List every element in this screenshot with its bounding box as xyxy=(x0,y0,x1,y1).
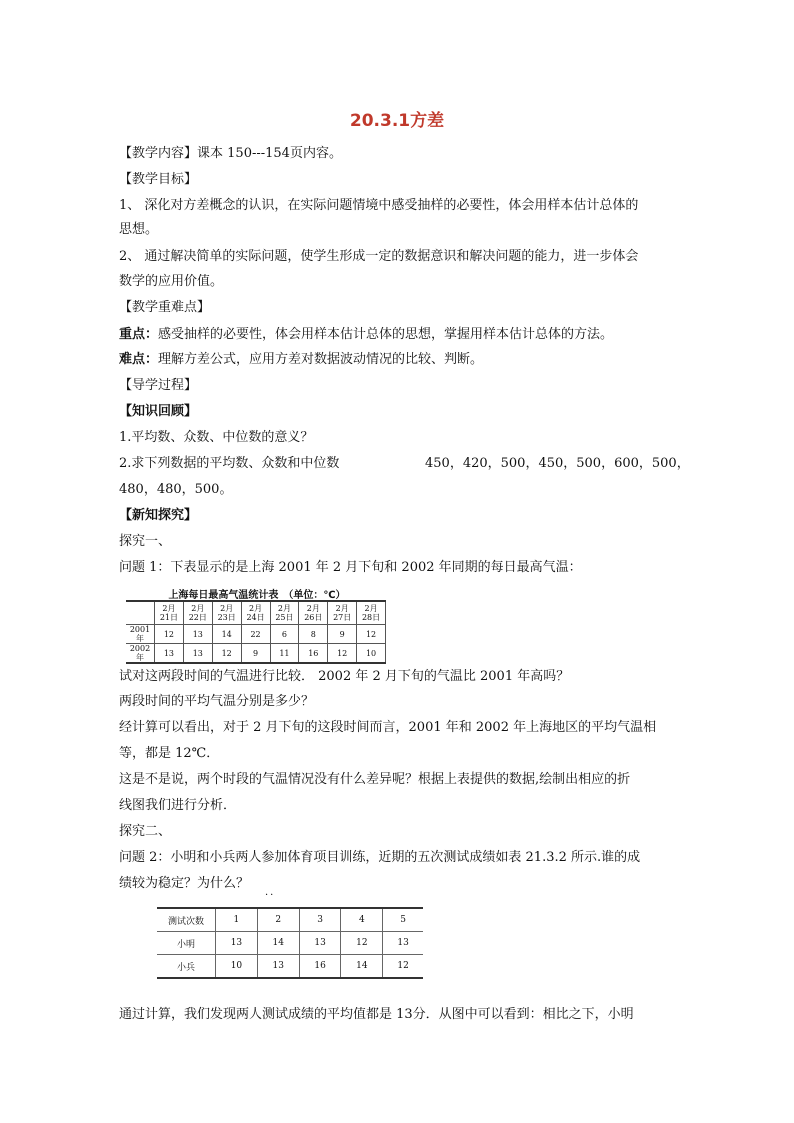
difficulty-text: 理解方差公式，应用方差对数据波动情况的比较、判断。 xyxy=(158,352,484,367)
table2-header-row xyxy=(157,908,423,932)
table1-cell: 12 xyxy=(357,625,386,644)
table2-row-xiaoming xyxy=(157,932,423,955)
goal2-line1: 2、 通过解决简单的实际问题，使学生形成一定的数据意识和解决问题的能力，进一步体会 xyxy=(119,249,639,264)
process-heading: 【导学过程】 xyxy=(119,378,198,393)
problem1-answer1-line1: 经计算可以看出，对于 2 月下旬的这段时间而言，2001 年和 2002 年上海地区的平均气温相 xyxy=(119,720,657,735)
problem1-answer2-line1: 这是不是说，两个时段的气温情况没有什么差异呢？根据上表提供的数据,绘制出相应的折 xyxy=(119,772,631,787)
goal1-line2: 思想。 xyxy=(119,222,159,237)
table1-caption: 上海每日最高气温统计表 （单位：℃） xyxy=(168,590,346,601)
table1-cell: 13 xyxy=(183,625,212,644)
table1-header-row xyxy=(126,601,386,625)
problem1-answer2-line2: 线图我们进行分析． xyxy=(119,798,237,813)
table1-header-cell: 2月 28日 xyxy=(357,601,386,625)
difficulty-label: 难点： xyxy=(119,352,159,367)
table1-cell: 14 xyxy=(212,625,241,644)
goal1-line1: 1、 深化对方差概念的认识，在实际问题情境中感受抽样的必要性，体会用样本估计总体的 xyxy=(119,198,639,213)
table1-cell: 13 xyxy=(183,644,212,664)
table1-cell: 12 xyxy=(328,644,357,664)
table2-cell: 14 xyxy=(341,955,383,979)
table1-header-cell: 2月 26日 xyxy=(299,601,328,625)
review-question-2: 2.求下列数据的平均数、众数和中位数 xyxy=(119,456,340,471)
explore-heading: 【新知探究】 xyxy=(119,508,198,523)
table1-cell: 22 xyxy=(241,625,270,644)
review-heading: 【知识回顾】 xyxy=(119,404,198,419)
table1-header-cell: 2月 24日 xyxy=(241,601,270,625)
table1-row-2001 xyxy=(126,625,386,644)
table2-row-xiaobing xyxy=(157,955,423,979)
table2-cell: 14 xyxy=(257,932,299,955)
table1-header-cell: 2月 25日 xyxy=(270,601,299,625)
problem-1: 问题 1：下表显示的是上海 2001 年 2 月下旬和 2002 年同期的每日最高气温： xyxy=(119,560,582,575)
table1-cell: 12 xyxy=(155,625,184,644)
table1-header-cell: 2月 27日 xyxy=(328,601,357,625)
key-label: 重点： xyxy=(119,327,159,342)
goals-heading: 【教学目标】 xyxy=(119,172,198,187)
table2-header-label: 测试次数 xyxy=(157,908,216,932)
dot-marks: ·· xyxy=(265,890,276,901)
problem-2-line1: 问题 2：小明和小兵两人参加体育项目训练，近期的五次测试成绩如表 21.3.2 所示.谁的成 xyxy=(119,850,641,865)
goal2-line2: 数学的应用价值。 xyxy=(119,274,224,289)
page-title: 20.3.1方差 xyxy=(349,111,445,131)
scores-table xyxy=(157,907,423,979)
problem1-question2: 两段时间的平均气温分别是多少？ xyxy=(119,694,315,709)
review-data-line2: 480，480，500。 xyxy=(119,482,233,497)
table2-cell: 13 xyxy=(299,932,341,955)
review-question-1: 1.平均数、众数、中位数的意义？ xyxy=(119,430,314,445)
content-line xyxy=(119,145,679,163)
table1-cell: 9 xyxy=(241,644,270,664)
problem-2-line2: 绩较为稳定？为什么？ xyxy=(119,876,250,891)
table2-cell: 13 xyxy=(257,955,299,979)
content-label: 【教学内容】 xyxy=(119,146,198,161)
explore-2-label: 探究二、 xyxy=(119,824,172,839)
table1-header-cell: 2月 23日 xyxy=(212,601,241,625)
table1-cell: 10 xyxy=(357,644,386,664)
table2-row-label: 小明 xyxy=(157,932,216,955)
table2-cell: 12 xyxy=(341,932,383,955)
content-text: 课本 150---154页内容。 xyxy=(197,146,342,161)
table2-row-label: 小兵 xyxy=(157,955,216,979)
conclusion-line: 通过计算，我们发现两人测试成绩的平均值都是 13分．从图中可以看到：相比之下，小明 xyxy=(119,1007,634,1022)
table1-corner xyxy=(126,601,155,625)
problem1-answer1-line2: 等，都是 12℃． xyxy=(119,746,220,761)
difficulty-line xyxy=(119,351,679,369)
table2-cell: 10 xyxy=(216,955,258,979)
table1-cell: 12 xyxy=(212,644,241,664)
table1-cell: 8 xyxy=(299,625,328,644)
temperature-table xyxy=(126,600,386,664)
table1-row-2002 xyxy=(126,644,386,664)
table2-cell: 12 xyxy=(383,955,423,979)
key-point-line xyxy=(119,326,679,344)
problem1-question1: 试对这两段时间的气温进行比较． 2002 年 2 月下旬的气温比 2001 年高吗？ xyxy=(119,669,570,684)
table1-row-label: 2002年 xyxy=(126,644,155,664)
table1-cell: 6 xyxy=(270,625,299,644)
table1-cell: 16 xyxy=(299,644,328,664)
review-data-line1: 450，420，500，450，500，600，500， xyxy=(425,456,690,471)
table1-cell: 13 xyxy=(155,644,184,664)
key-text: 感受抽样的必要性，体会用样本估计总体的思想，掌握用样本估计总体的方法。 xyxy=(158,327,614,342)
table1-header-cell: 2月 22日 xyxy=(183,601,212,625)
table2-header-cell: 2 xyxy=(257,908,299,932)
table2-header-cell: 3 xyxy=(299,908,341,932)
table2-header-cell: 1 xyxy=(216,908,258,932)
table2-header-cell: 5 xyxy=(383,908,423,932)
table2-cell: 16 xyxy=(299,955,341,979)
table2-cell: 13 xyxy=(383,932,423,955)
table1-header-cell: 2月 21日 xyxy=(155,601,184,625)
table2-cell: 13 xyxy=(216,932,258,955)
explore-1-label: 探究一、 xyxy=(119,534,172,549)
table1-cell: 9 xyxy=(328,625,357,644)
table2-header-cell: 4 xyxy=(341,908,383,932)
key-heading: 【教学重难点】 xyxy=(119,300,211,315)
table1-row-label: 2001年 xyxy=(126,625,155,644)
table1-cell: 11 xyxy=(270,644,299,664)
